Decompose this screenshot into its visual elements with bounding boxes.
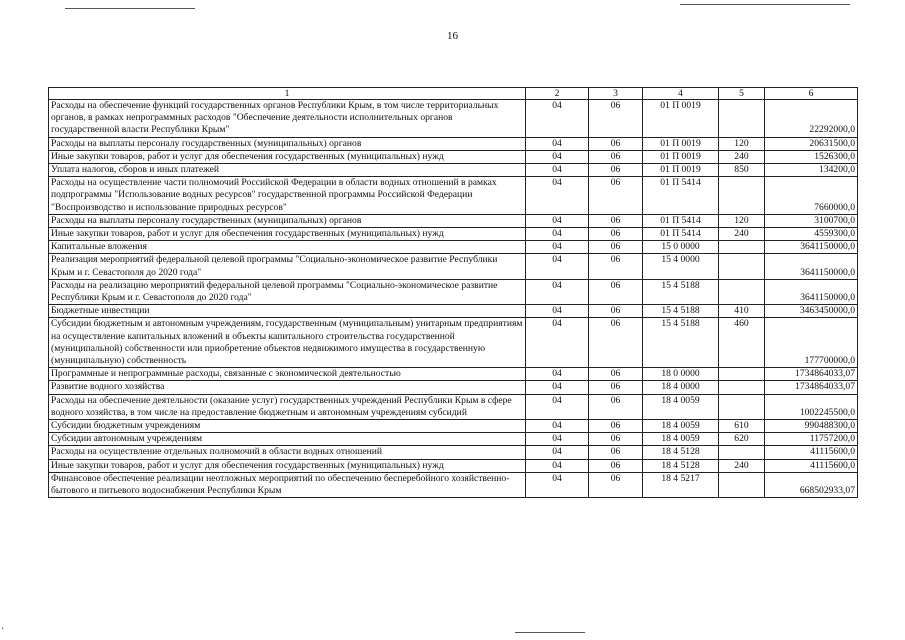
row-subsection-cell: 06 xyxy=(589,100,643,138)
row-expense-type-cell: 620 xyxy=(719,433,765,446)
row-section-cell: 04 xyxy=(526,228,589,241)
row-name-cell: Расходы на обеспечение функций государственных органов Республики Крым, в том числе территориальных органов, в рамках непрограммных расходов "Обеспечение деятельности исполнительных органов государственной власти Республики Крым" xyxy=(49,100,526,138)
row-subsection-cell: 06 xyxy=(589,381,643,394)
row-name-cell: Иные закупки товаров, работ и услуг для обеспечения государственных (муниципальных) нужд xyxy=(49,459,526,472)
row-expense-type-cell: 850 xyxy=(719,164,765,177)
row-name-cell: Развитие водного хозяйства xyxy=(49,381,526,394)
row-expense-type-cell: 240 xyxy=(719,459,765,472)
row-target-article-cell: 01 П 5414 xyxy=(643,177,719,215)
table-row xyxy=(49,433,858,446)
row-expense-type-cell xyxy=(719,254,765,279)
row-target-article-cell: 18 4 5128 xyxy=(643,446,719,459)
row-subsection-cell: 06 xyxy=(589,433,643,446)
table-header-row xyxy=(49,88,858,100)
row-section-cell: 04 xyxy=(526,241,589,254)
row-target-article-cell: 18 4 5128 xyxy=(643,459,719,472)
row-expense-type-cell: 460 xyxy=(719,318,765,368)
table-row xyxy=(49,381,858,394)
row-subsection-cell: 06 xyxy=(589,394,643,419)
row-name-cell: Субсидии бюджетным учреждениям xyxy=(49,420,526,433)
table-row xyxy=(49,472,858,497)
row-section-cell: 04 xyxy=(526,164,589,177)
row-expense-type-cell: 120 xyxy=(719,214,765,227)
row-name-cell: Программные и непрограммные расходы, связанные с экономической деятельностью xyxy=(49,368,526,381)
table-row xyxy=(49,177,858,215)
row-amount-cell: 20631500,0 xyxy=(765,137,858,150)
row-subsection-cell: 06 xyxy=(589,214,643,227)
row-section-cell: 04 xyxy=(526,137,589,150)
row-subsection-cell: 06 xyxy=(589,368,643,381)
row-target-article-cell: 01 П 5414 xyxy=(643,228,719,241)
budget-table xyxy=(48,87,858,498)
row-amount-cell: 3641150000,0 xyxy=(765,241,858,254)
table-row xyxy=(49,100,858,138)
row-subsection-cell: 06 xyxy=(589,279,643,304)
row-subsection-cell: 06 xyxy=(589,228,643,241)
row-subsection-cell: 06 xyxy=(589,254,643,279)
row-amount-cell: 668502933,07 xyxy=(765,472,858,497)
row-section-cell: 04 xyxy=(526,472,589,497)
row-name-cell: Расходы на выплаты персоналу государственных (муниципальных) органов xyxy=(49,137,526,150)
row-subsection-cell: 06 xyxy=(589,318,643,368)
row-name-cell: Уплата налогов, сборов и иных платежей xyxy=(49,164,526,177)
row-subsection-cell: 06 xyxy=(589,164,643,177)
table-row xyxy=(49,394,858,419)
row-amount-cell: 3463450000,0 xyxy=(765,305,858,318)
row-amount-cell: 1734864033,07 xyxy=(765,368,858,381)
table-row xyxy=(49,420,858,433)
row-amount-cell: 134200,0 xyxy=(765,164,858,177)
row-subsection-cell: 06 xyxy=(589,177,643,215)
row-target-article-cell: 01 П 0019 xyxy=(643,150,719,163)
row-target-article-cell: 15 0 0000 xyxy=(643,241,719,254)
row-name-cell: Иные закупки товаров, работ и услуг для обеспечения государственных (муниципальных) нужд xyxy=(49,228,526,241)
row-section-cell: 04 xyxy=(526,254,589,279)
row-expense-type-cell xyxy=(719,446,765,459)
row-expense-type-cell xyxy=(719,394,765,419)
row-subsection-cell: 06 xyxy=(589,459,643,472)
row-target-article-cell: 18 4 0059 xyxy=(643,420,719,433)
row-expense-type-cell xyxy=(719,368,765,381)
row-section-cell: 04 xyxy=(526,318,589,368)
margin-mark: ' xyxy=(2,626,4,636)
row-name-cell: Финансовое обеспечение реализации неотложных мероприятий по обеспечению бесперебойного хозяйственно-бытового и питьевого водоснабжения Республики Крым xyxy=(49,472,526,497)
row-name-cell: Расходы на осуществление отдельных полномочий в области водных отношений xyxy=(49,446,526,459)
row-name-cell: Расходы на обеспечение деятельности (оказание услуг) государственных учреждений Республики Крым в сфере водного хозяйства, в том числе на предоставление бюджетным и автономным учреждениям субсидий xyxy=(49,394,526,419)
row-subsection-cell: 06 xyxy=(589,446,643,459)
row-expense-type-cell: 240 xyxy=(719,228,765,241)
row-section-cell: 04 xyxy=(526,279,589,304)
row-amount-cell: 22292000,0 xyxy=(765,100,858,138)
row-section-cell: 04 xyxy=(526,446,589,459)
row-expense-type-cell xyxy=(719,472,765,497)
row-name-cell: Расходы на осуществление части полномочий Российской Федерации в области водных отношений в рамках подпрограммы "Использование водных ресурсов" государственной программы Российской Федерации "Воспроизводство и использование природных ресурсов" xyxy=(49,177,526,215)
row-subsection-cell: 06 xyxy=(589,305,643,318)
page-number: 16 xyxy=(447,30,458,42)
row-expense-type-cell: 120 xyxy=(719,137,765,150)
row-amount-cell: 1526300,0 xyxy=(765,150,858,163)
table-row xyxy=(49,150,858,163)
row-target-article-cell: 01 П 0019 xyxy=(643,100,719,138)
table-row xyxy=(49,305,858,318)
row-section-cell: 04 xyxy=(526,381,589,394)
row-target-article-cell: 18 4 0059 xyxy=(643,394,719,419)
row-target-article-cell: 01 П 0019 xyxy=(643,164,719,177)
row-section-cell: 04 xyxy=(526,459,589,472)
row-amount-cell: 1002245500,0 xyxy=(765,394,858,419)
row-amount-cell: 177700000,0 xyxy=(765,318,858,368)
row-amount-cell: 4559300,0 xyxy=(765,228,858,241)
scan-artifact-line xyxy=(680,4,850,5)
row-target-article-cell: 18 0 0000 xyxy=(643,368,719,381)
table-row xyxy=(49,368,858,381)
row-amount-cell: 7660000,0 xyxy=(765,177,858,215)
row-target-article-cell: 18 4 0000 xyxy=(643,381,719,394)
row-name-cell: Субсидии автономным учреждениям xyxy=(49,433,526,446)
row-expense-type-cell xyxy=(719,177,765,215)
row-amount-cell: 990488300,0 xyxy=(765,420,858,433)
row-subsection-cell: 06 xyxy=(589,150,643,163)
row-expense-type-cell xyxy=(719,100,765,138)
table-row xyxy=(49,214,858,227)
scan-artifact-line xyxy=(515,632,585,633)
row-section-cell: 04 xyxy=(526,177,589,215)
header-cell: 3 xyxy=(589,88,643,100)
row-amount-cell: 3641150000,0 xyxy=(765,254,858,279)
row-section-cell: 04 xyxy=(526,305,589,318)
row-target-article-cell: 01 П 5414 xyxy=(643,214,719,227)
table-row xyxy=(49,241,858,254)
row-section-cell: 04 xyxy=(526,150,589,163)
row-name-cell: Капитальные вложения xyxy=(49,241,526,254)
row-amount-cell: 11757200,0 xyxy=(765,433,858,446)
table-row xyxy=(49,446,858,459)
table-row xyxy=(49,228,858,241)
row-target-article-cell: 15 4 5188 xyxy=(643,318,719,368)
row-amount-cell: 3641150000,0 xyxy=(765,279,858,304)
row-target-article-cell: 15 4 0000 xyxy=(643,254,719,279)
row-name-cell: Расходы на реализацию мероприятий федеральной целевой программы "Социально-экономическое развитие Республики Крым и г. Севастополя до 2020 года" xyxy=(49,279,526,304)
row-target-article-cell: 18 4 0059 xyxy=(643,433,719,446)
row-subsection-cell: 06 xyxy=(589,241,643,254)
row-expense-type-cell xyxy=(719,381,765,394)
row-subsection-cell: 06 xyxy=(589,472,643,497)
row-expense-type-cell: 610 xyxy=(719,420,765,433)
table-row xyxy=(49,137,858,150)
row-name-cell: Бюджетные инвестиции xyxy=(49,305,526,318)
row-target-article-cell: 15 4 5188 xyxy=(643,279,719,304)
row-subsection-cell: 06 xyxy=(589,137,643,150)
row-expense-type-cell xyxy=(719,241,765,254)
row-section-cell: 04 xyxy=(526,100,589,138)
table-row xyxy=(49,459,858,472)
row-subsection-cell: 06 xyxy=(589,420,643,433)
row-amount-cell: 41115600,0 xyxy=(765,459,858,472)
table-row xyxy=(49,164,858,177)
row-section-cell: 04 xyxy=(526,368,589,381)
row-section-cell: 04 xyxy=(526,433,589,446)
table-row xyxy=(49,279,858,304)
scan-artifact-line xyxy=(65,8,195,9)
header-cell: 4 xyxy=(643,88,719,100)
row-amount-cell: 41115600,0 xyxy=(765,446,858,459)
row-section-cell: 04 xyxy=(526,420,589,433)
row-expense-type-cell xyxy=(719,279,765,304)
row-name-cell: Иные закупки товаров, работ и услуг для обеспечения государственных (муниципальных) нужд xyxy=(49,150,526,163)
row-section-cell: 04 xyxy=(526,394,589,419)
header-cell: 2 xyxy=(526,88,589,100)
row-section-cell: 04 xyxy=(526,214,589,227)
row-name-cell: Реализация мероприятий федеральной целевой программы "Социально-экономическое развитие Республики Крым и г. Севастополя до 2020 года" xyxy=(49,254,526,279)
header-cell: 5 xyxy=(719,88,765,100)
table-row xyxy=(49,318,858,368)
row-target-article-cell: 15 4 5188 xyxy=(643,305,719,318)
row-name-cell: Субсидии бюджетным и автономным учреждениям, государственным (муниципальным) унитарным предприятиям на осуществление капитальных вложений в объекты капитального строительства государственной (муниципальной) собственности или приобретение объектов недвижимого имущества в государственную (муниципальную) собственность xyxy=(49,318,526,368)
row-name-cell: Расходы на выплаты персоналу государственных (муниципальных) органов xyxy=(49,214,526,227)
row-expense-type-cell: 410 xyxy=(719,305,765,318)
table-row xyxy=(49,254,858,279)
row-amount-cell: 3100700,0 xyxy=(765,214,858,227)
row-expense-type-cell: 240 xyxy=(719,150,765,163)
row-target-article-cell: 01 П 0019 xyxy=(643,137,719,150)
header-cell: 6 xyxy=(765,88,858,100)
row-amount-cell: 1734864033,07 xyxy=(765,381,858,394)
header-cell: 1 xyxy=(49,88,526,100)
row-target-article-cell: 18 4 5217 xyxy=(643,472,719,497)
